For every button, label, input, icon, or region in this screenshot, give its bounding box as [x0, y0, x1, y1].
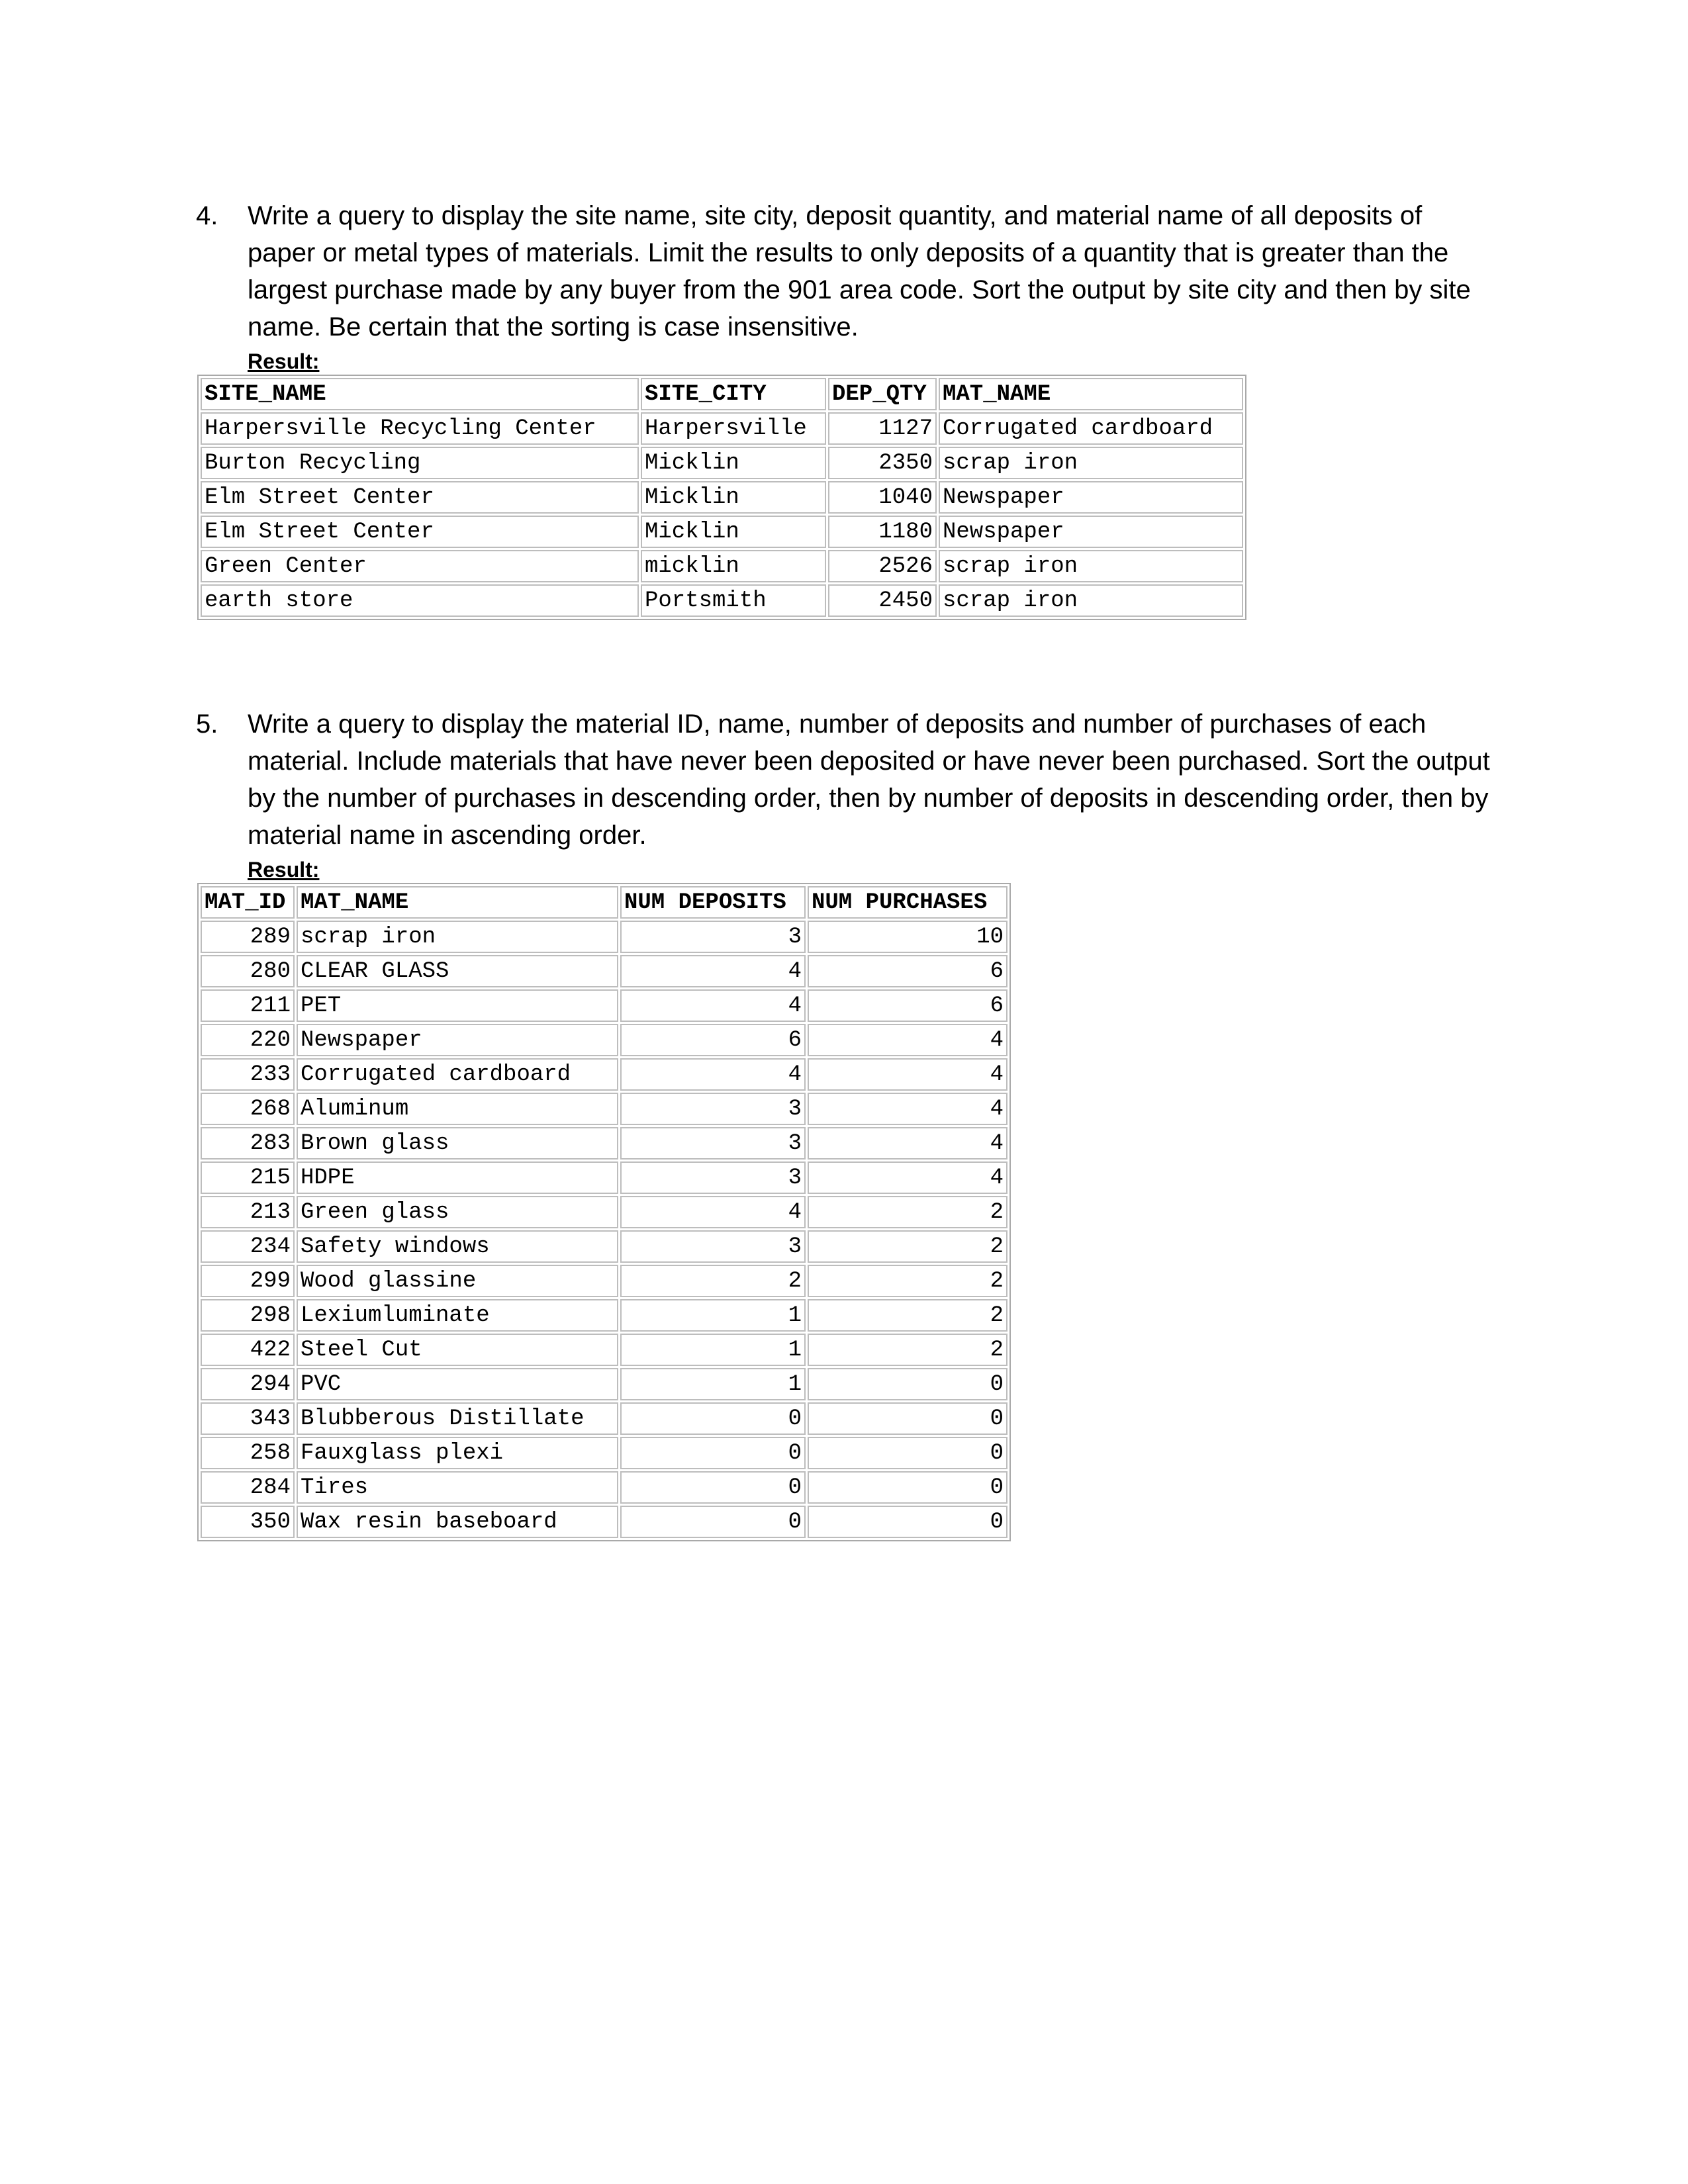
question-4-text: Write a query to display the site name, site city, deposit quantity, and material name of all deposits of paper or metal types of materials. Limit the results to only deposits of a quantity that is greater than the largest purchase made by any buyer from the 901 area code. Sort the output by site city and then by site name. Be certain that the sorting is case insensitive.	[248, 201, 1471, 341]
mat-id-cell: 233	[201, 1058, 295, 1091]
mat-name-cell: Lexiumluminate	[297, 1299, 618, 1332]
site-name-cell: Elm Street Center	[201, 516, 639, 548]
dep-qty-cell: 2350	[828, 447, 937, 479]
mat-id-cell: 284	[201, 1471, 295, 1504]
mat-id-cell: 280	[201, 955, 295, 987]
table-row	[201, 1093, 1008, 1125]
table-row	[201, 955, 1008, 987]
table-row	[201, 1506, 1008, 1538]
column-header-site-name: SITE_NAME	[201, 378, 639, 410]
mat-name-cell: PVC	[297, 1368, 618, 1400]
mat-name-cell: Blubberous Distillate	[297, 1402, 618, 1435]
num-deposits-cell: 4	[620, 955, 806, 987]
num-deposits-cell: 3	[620, 1093, 806, 1125]
num-purchases-cell: 0	[808, 1437, 1008, 1469]
mat-id-cell: 234	[201, 1230, 295, 1263]
site-name-cell: Harpersville Recycling Center	[201, 412, 639, 445]
table-row	[201, 1058, 1008, 1091]
site-city-cell: Micklin	[641, 447, 826, 479]
table-header-row	[201, 378, 1243, 410]
num-deposits-cell: 0	[620, 1506, 806, 1538]
mat-id-cell: 343	[201, 1402, 295, 1435]
dep-qty-cell: 1127	[828, 412, 937, 445]
table-row	[201, 447, 1243, 479]
site-city-cell: micklin	[641, 550, 826, 582]
num-deposits-cell: 4	[620, 1196, 806, 1228]
mat-name-cell: Corrugated cardboard	[297, 1058, 618, 1091]
num-purchases-cell: 0	[808, 1471, 1008, 1504]
mat-name-cell: Wax resin baseboard	[297, 1506, 618, 1538]
mat-id-cell: 289	[201, 921, 295, 953]
mat-id-cell: 298	[201, 1299, 295, 1332]
num-deposits-cell: 0	[620, 1402, 806, 1435]
num-purchases-cell: 6	[808, 989, 1008, 1022]
num-purchases-cell: 2	[808, 1196, 1008, 1228]
num-purchases-cell: 0	[808, 1368, 1008, 1400]
mat-name-cell: Green glass	[297, 1196, 618, 1228]
num-deposits-cell: 3	[620, 1230, 806, 1263]
num-purchases-cell: 6	[808, 955, 1008, 987]
question-5-result-label: Result:	[248, 858, 320, 882]
table-row	[201, 1196, 1008, 1228]
dep-qty-cell: 2450	[828, 584, 937, 617]
num-purchases-cell: 4	[808, 1024, 1008, 1056]
mat-id-cell: 422	[201, 1334, 295, 1366]
num-purchases-cell: 4	[808, 1058, 1008, 1091]
site-city-cell: Micklin	[641, 516, 826, 548]
mat-name-cell: scrap iron	[297, 921, 618, 953]
table-row	[201, 1265, 1008, 1297]
mat-name-cell: Newspaper	[297, 1024, 618, 1056]
table-row	[201, 412, 1243, 445]
table-row	[201, 1230, 1008, 1263]
table-row	[201, 550, 1243, 582]
site-name-cell: Burton Recycling	[201, 447, 639, 479]
site-name-cell: Elm Street Center	[201, 481, 639, 514]
num-purchases-cell: 4	[808, 1093, 1008, 1125]
table-row	[201, 1402, 1008, 1435]
site-name-cell: earth store	[201, 584, 639, 617]
table-row	[201, 1471, 1008, 1504]
table-row	[201, 1024, 1008, 1056]
table-row	[201, 1299, 1008, 1332]
site-city-cell: Portsmith	[641, 584, 826, 617]
column-header-mat-name: MAT_NAME	[939, 378, 1243, 410]
num-purchases-cell: 4	[808, 1161, 1008, 1194]
site-city-cell: Micklin	[641, 481, 826, 514]
num-deposits-cell: 0	[620, 1437, 806, 1469]
num-deposits-cell: 1	[620, 1299, 806, 1332]
mat-name-cell: Corrugated cardboard	[939, 412, 1243, 445]
num-deposits-cell: 3	[620, 921, 806, 953]
mat-name-cell: Newspaper	[939, 481, 1243, 514]
num-deposits-cell: 4	[620, 1058, 806, 1091]
num-deposits-cell: 0	[620, 1471, 806, 1504]
question-5	[196, 705, 1493, 854]
question-4-number: 4.	[196, 201, 218, 230]
mat-name-cell: scrap iron	[939, 447, 1243, 479]
mat-id-cell: 258	[201, 1437, 295, 1469]
mat-id-cell: 211	[201, 989, 295, 1022]
mat-name-cell: Steel Cut	[297, 1334, 618, 1366]
table-header-row	[201, 886, 1008, 919]
num-deposits-cell: 2	[620, 1265, 806, 1297]
question-5-number: 5.	[196, 709, 218, 739]
num-purchases-cell: 4	[808, 1127, 1008, 1160]
question-5-text: Write a query to display the material ID, name, number of deposits and number of purchases of each material. Include materials that have never been deposited or have never been purchased. Sort the output by the number of purchases in descending order, then by number of deposits in descending order, then by material name in ascending order.	[248, 709, 1490, 850]
mat-id-cell: 283	[201, 1127, 295, 1160]
table-row	[201, 989, 1008, 1022]
mat-name-cell: Brown glass	[297, 1127, 618, 1160]
num-purchases-cell: 10	[808, 921, 1008, 953]
table-row	[201, 1334, 1008, 1366]
num-purchases-cell: 2	[808, 1334, 1008, 1366]
column-header-num-purchases: NUM PURCHASES	[808, 886, 1008, 919]
mat-id-cell: 294	[201, 1368, 295, 1400]
mat-name-cell: PET	[297, 989, 618, 1022]
question-4	[196, 197, 1493, 345]
table-row	[201, 1161, 1008, 1194]
num-purchases-cell: 2	[808, 1265, 1008, 1297]
table-row	[201, 481, 1243, 514]
table-row	[201, 516, 1243, 548]
question-4-result-table	[197, 375, 1246, 620]
mat-id-cell: 215	[201, 1161, 295, 1194]
num-deposits-cell: 3	[620, 1161, 806, 1194]
mat-name-cell: scrap iron	[939, 584, 1243, 617]
mat-name-cell: Aluminum	[297, 1093, 618, 1125]
dep-qty-cell: 1040	[828, 481, 937, 514]
question-4-result-label: Result:	[248, 349, 320, 373]
site-name-cell: Green Center	[201, 550, 639, 582]
mat-id-cell: 220	[201, 1024, 295, 1056]
mat-id-cell: 299	[201, 1265, 295, 1297]
table-row	[201, 1368, 1008, 1400]
table-row	[201, 921, 1008, 953]
dep-qty-cell: 2526	[828, 550, 937, 582]
mat-name-cell: Fauxglass plexi	[297, 1437, 618, 1469]
question-5-result-table	[197, 883, 1011, 1541]
table-row	[201, 1127, 1008, 1160]
column-header-mat-name: MAT_NAME	[297, 886, 618, 919]
num-deposits-cell: 6	[620, 1024, 806, 1056]
mat-name-cell: HDPE	[297, 1161, 618, 1194]
num-purchases-cell: 0	[808, 1506, 1008, 1538]
num-purchases-cell: 0	[808, 1402, 1008, 1435]
mat-name-cell: scrap iron	[939, 550, 1243, 582]
dep-qty-cell: 1180	[828, 516, 937, 548]
table-row	[201, 1437, 1008, 1469]
column-header-num-deposits: NUM DEPOSITS	[620, 886, 806, 919]
mat-id-cell: 350	[201, 1506, 295, 1538]
site-city-cell: Harpersville	[641, 412, 826, 445]
mat-id-cell: 213	[201, 1196, 295, 1228]
column-header-site-city: SITE_CITY	[641, 378, 826, 410]
mat-name-cell: Newspaper	[939, 516, 1243, 548]
num-deposits-cell: 4	[620, 989, 806, 1022]
num-deposits-cell: 1	[620, 1368, 806, 1400]
mat-name-cell: Safety windows	[297, 1230, 618, 1263]
mat-name-cell: Tires	[297, 1471, 618, 1504]
column-header-mat-id: MAT_ID	[201, 886, 295, 919]
mat-name-cell: Wood glassine	[297, 1265, 618, 1297]
num-purchases-cell: 2	[808, 1299, 1008, 1332]
mat-id-cell: 268	[201, 1093, 295, 1125]
mat-name-cell: CLEAR GLASS	[297, 955, 618, 987]
table-row	[201, 584, 1243, 617]
num-deposits-cell: 3	[620, 1127, 806, 1160]
column-header-dep-qty: DEP_QTY	[828, 378, 937, 410]
num-purchases-cell: 2	[808, 1230, 1008, 1263]
num-deposits-cell: 1	[620, 1334, 806, 1366]
